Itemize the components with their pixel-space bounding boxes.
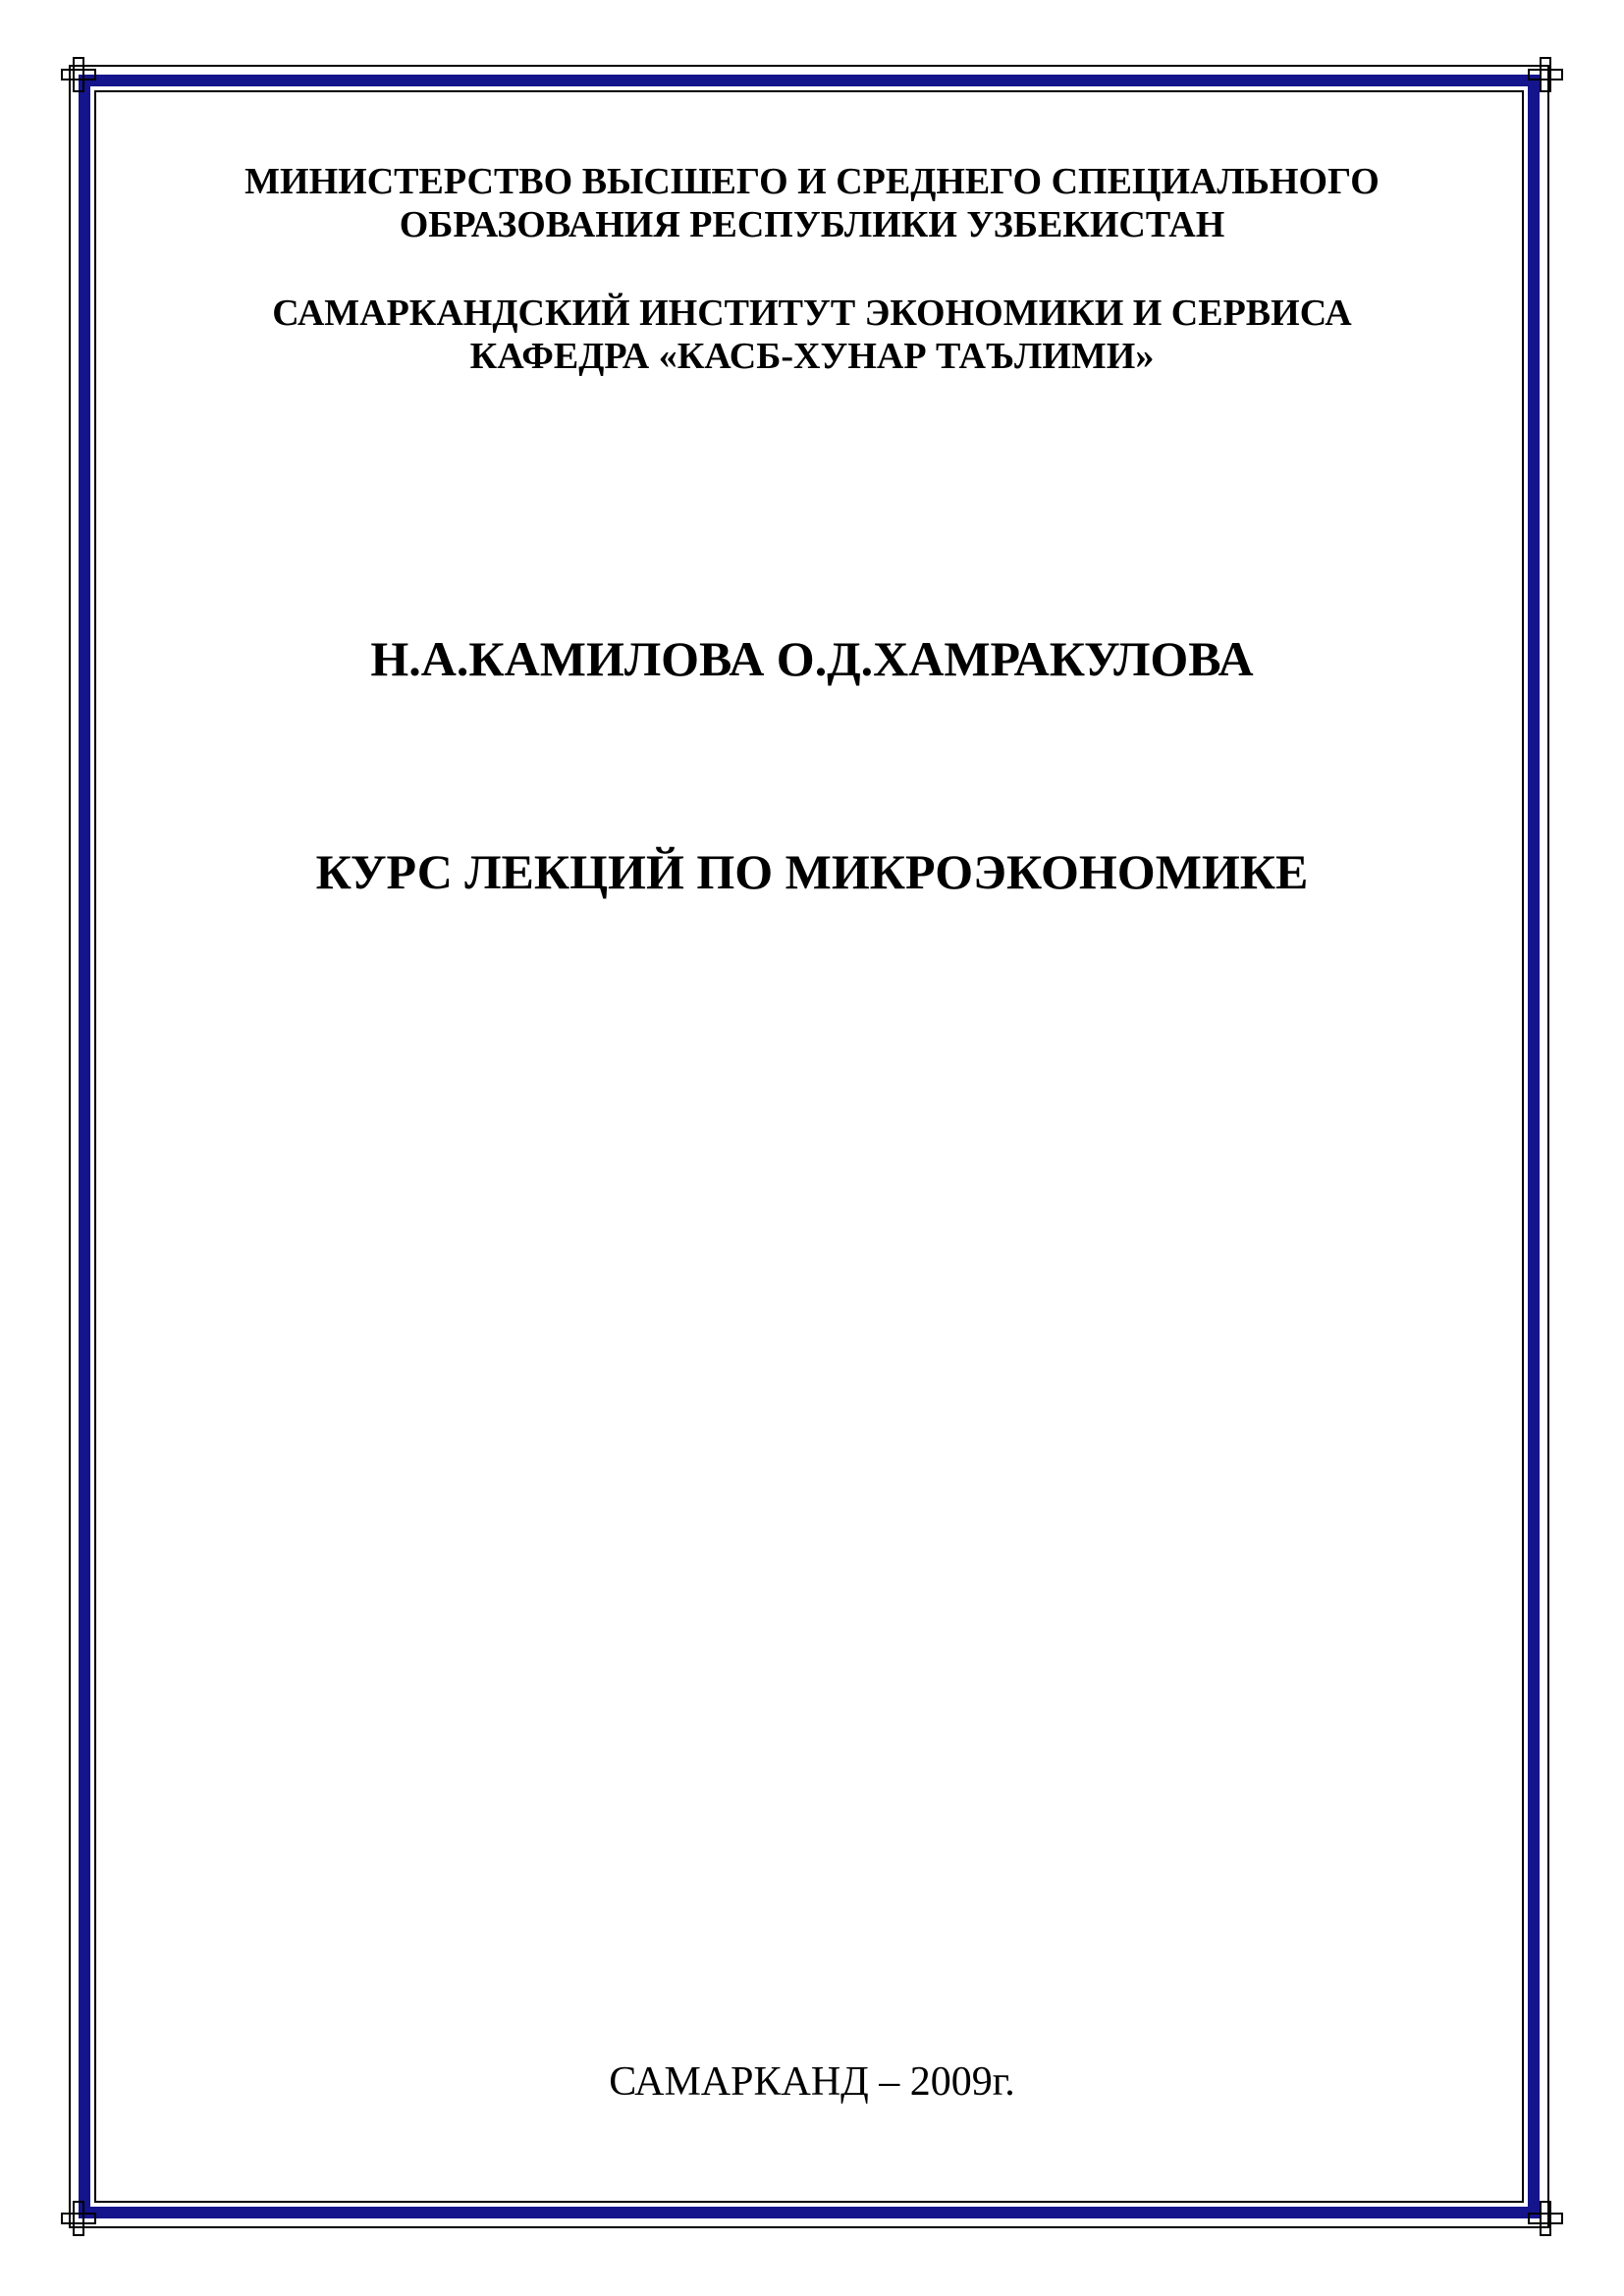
place-and-year: САМАРКАНД – 2009г. xyxy=(609,2059,1015,2105)
ministry-line-2: ОБРАЗОВАНИЯ РЕСПУБЛИКИ УЗБЕКИСТАН xyxy=(399,204,1225,245)
authors: Н.А.КАМИЛОВА О.Д.ХАМРАКУЛОВА xyxy=(370,631,1254,686)
border-corner-bottom-left xyxy=(61,2201,96,2236)
page-border-inner xyxy=(94,90,1524,2203)
ministry-line-1: МИНИСТЕРСТВО ВЫСШЕГО И СРЕДНЕГО СПЕЦИАЛЬНОГО xyxy=(244,161,1380,202)
border-corner-top-left xyxy=(61,57,96,92)
document-title: КУРС ЛЕКЦИЙ ПО МИКРОЭКОНОМИКЕ xyxy=(315,844,1309,899)
institute-line-1: САМАРКАНДСКИЙ ИНСТИТУТ ЭКОНОМИКИ И СЕРВИСА xyxy=(272,293,1352,334)
border-corner-bottom-right xyxy=(1528,2201,1563,2236)
border-corner-top-right xyxy=(1528,57,1563,92)
department-line: КАФЕДРА «КАСБ-ХУНАР ТАЪЛИМИ» xyxy=(469,336,1155,377)
